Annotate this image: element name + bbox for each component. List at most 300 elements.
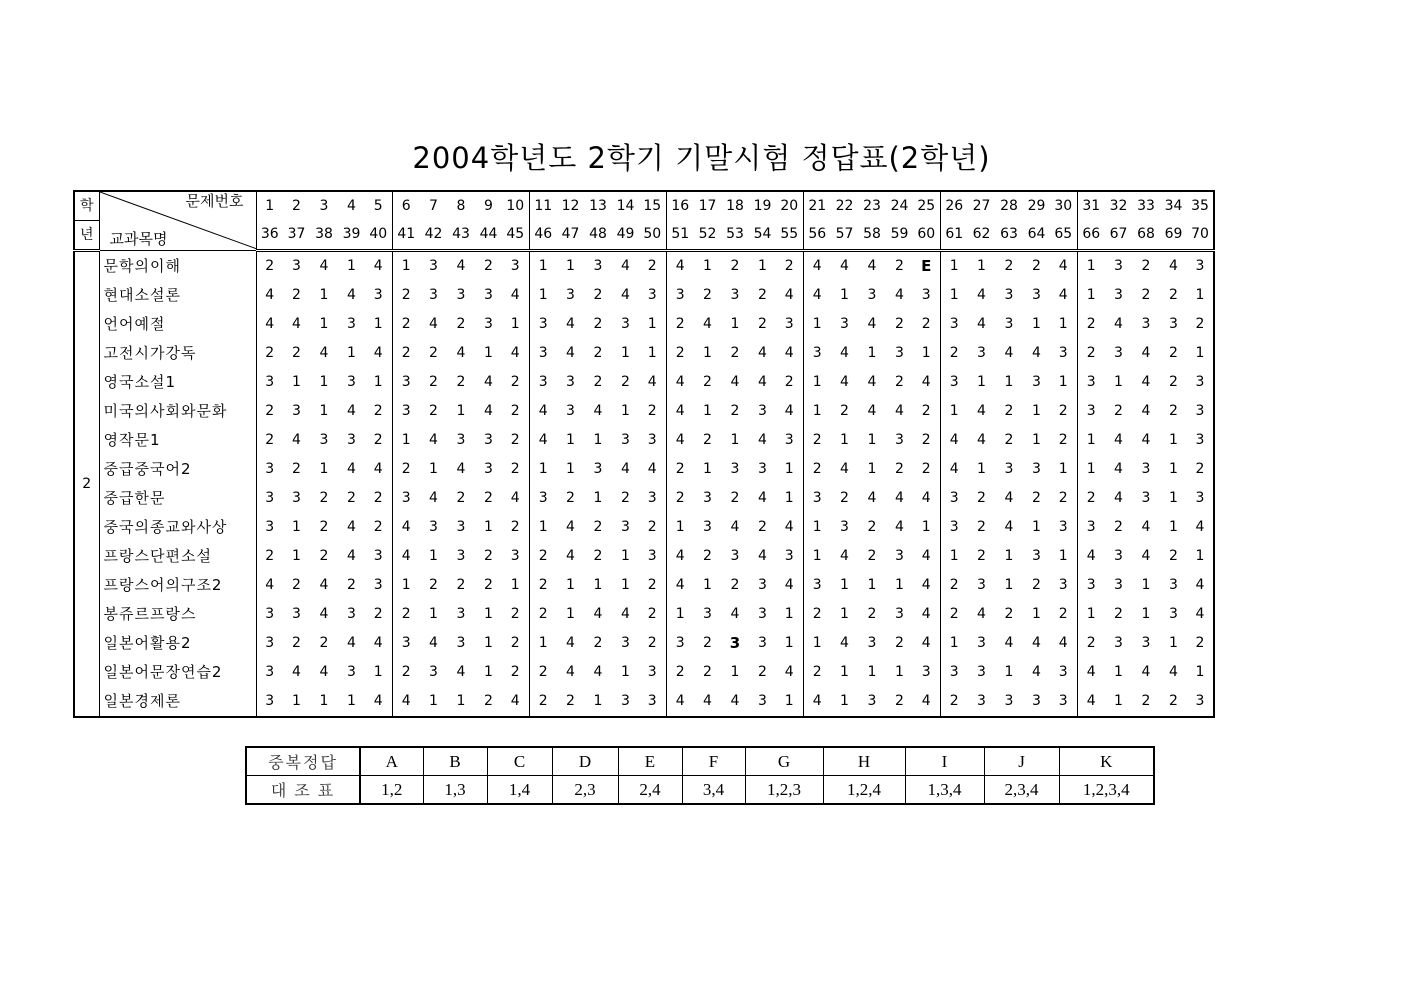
answer-cell: 1 (1086, 287, 1096, 303)
key-letter: G (745, 747, 823, 776)
answer-cell: 3 (949, 664, 959, 680)
question-number-cell: 17 (698, 197, 717, 214)
answer-cell: 2 (484, 258, 493, 274)
answer-cell: 2 (1050, 600, 1077, 629)
answer-cell: 4 (621, 258, 630, 274)
answer-cell: 2 (593, 374, 603, 390)
answer-cell: 2 (730, 577, 740, 593)
answer-cell: 3 (365, 281, 392, 310)
answer-cell: 1 (1169, 490, 1178, 506)
answer-cell: 2 (347, 490, 356, 506)
answer-cell: 4 (319, 664, 329, 680)
answer-cell: 4 (758, 432, 767, 448)
answer-cell: 1 (1050, 455, 1077, 484)
answer-cell: 4 (913, 600, 940, 629)
answer-cell: 2 (949, 577, 959, 593)
answer-cell: 1 (1032, 519, 1041, 535)
answer-cell: 2 (1004, 606, 1014, 622)
answer-cell: 1 (365, 310, 392, 339)
answer-cell: 3 (639, 687, 666, 717)
answer-cell: 4 (840, 374, 849, 390)
answer-cell: 4 (1141, 519, 1151, 535)
question-number-cell: 47 (557, 221, 584, 251)
answer-cell: 4 (365, 339, 392, 368)
answer-cell: 4 (1114, 490, 1123, 506)
answer-cell: 2 (1050, 426, 1077, 455)
answer-cell: 1 (1086, 606, 1096, 622)
answer-cell: 1 (1141, 606, 1151, 622)
answer-cell: 1 (456, 403, 466, 419)
answer-cell: 1 (840, 606, 849, 622)
question-number-cell: 59 (886, 221, 913, 251)
answer-cell: 3 (639, 542, 666, 571)
answer-cell: 3 (977, 577, 986, 593)
answer-cell: 1 (1169, 519, 1178, 535)
answer-cell: 3 (1114, 577, 1123, 593)
answer-cell: 4 (1086, 693, 1096, 709)
answer-cell: 4 (730, 693, 740, 709)
answer-cell: 4 (1050, 629, 1077, 658)
answer-cell: 1 (1114, 374, 1123, 390)
answer-cell: 4 (867, 316, 877, 332)
question-number-cell: 3 (319, 197, 329, 214)
answer-cell: 3 (1141, 316, 1151, 332)
answer-cell: 3 (484, 461, 493, 477)
answer-cell: 4 (730, 606, 740, 622)
answer-cell: 1 (593, 432, 603, 448)
answer-cell: 4 (1086, 664, 1096, 680)
answer-cell: 1 (703, 403, 712, 419)
answer-cell: 4 (776, 571, 803, 600)
subject-name: 언어예절 (99, 310, 256, 339)
subject-row (74, 397, 1214, 426)
answer-cell: 3 (1114, 287, 1123, 303)
answer-cell: 3 (593, 461, 603, 477)
answer-cell: 2 (265, 432, 275, 448)
answer-cell: 1 (812, 374, 822, 390)
answer-cell: 1 (429, 461, 438, 477)
answer-cell: 2 (1169, 287, 1178, 303)
answer-cell: 3 (484, 287, 493, 303)
answer-cell: 1 (484, 345, 493, 361)
answer-cell: 4 (347, 461, 356, 477)
subject-row (74, 339, 1214, 368)
answer-cell: 1 (1195, 664, 1205, 680)
answer-cell: 1 (347, 258, 356, 274)
answer-cell: 2 (566, 693, 575, 709)
answer-cell: 1 (867, 345, 877, 361)
question-number-cell: 28 (1000, 197, 1018, 214)
answer-cell: 1 (776, 687, 803, 717)
answer-cell: 2 (703, 548, 712, 564)
subject-row (74, 658, 1214, 687)
answer-cell: 1 (593, 490, 603, 506)
answer-cell: 4 (1141, 664, 1151, 680)
answer-cell: 3 (639, 426, 666, 455)
answer-cell: 4 (977, 432, 986, 448)
answer-cell: 4 (758, 490, 767, 506)
question-number-cell: 11 (534, 197, 553, 214)
answer-cell: 1 (812, 548, 822, 564)
answer-cell: 4 (347, 287, 356, 303)
answer-cell: 1 (776, 629, 803, 658)
key-letter: K (1059, 747, 1154, 776)
answer-cell: 4 (675, 577, 685, 593)
answer-cell: 4 (456, 345, 466, 361)
answer-cell: 1 (621, 577, 630, 593)
answer-cell: 2 (730, 490, 740, 506)
answer-cell: 4 (401, 548, 411, 564)
subject-name: 고전시가강독 (99, 339, 256, 368)
answer-cell: 2 (502, 513, 529, 542)
key-combination: 2,4 (618, 776, 682, 805)
answer-cell: 4 (867, 374, 877, 390)
answer-cell: 3 (265, 374, 275, 390)
subject-name: 일본어문장연습2 (99, 658, 256, 687)
question-number-cell: 7 (429, 197, 438, 214)
answer-cell: 3 (1169, 606, 1178, 622)
answer-cell: 2 (913, 426, 940, 455)
answer-cell: 1 (621, 345, 630, 361)
question-number-cell: 13 (589, 197, 607, 214)
answer-cell: 4 (1004, 519, 1014, 535)
answer-cell: 1 (456, 693, 466, 709)
answer-cell: 4 (840, 635, 849, 651)
answer-cell: 1 (1032, 606, 1041, 622)
answer-cell: 3 (1032, 374, 1041, 390)
answer-cell: 2 (292, 461, 301, 477)
question-number-cell: 40 (365, 221, 392, 251)
answer-cell: 2 (1169, 374, 1178, 390)
answer-cell: 1 (703, 258, 712, 274)
answer-cell: 3 (538, 374, 548, 390)
answer-cell: 1 (812, 316, 822, 332)
answer-cell: 2 (538, 664, 548, 680)
question-number-cell: 63 (995, 221, 1023, 251)
answer-cell: 3 (675, 287, 685, 303)
answer-cell: 3 (1195, 403, 1205, 419)
answer-cell: 1 (1169, 635, 1178, 651)
subject-name: 프랑스단편소설 (99, 542, 256, 571)
answer-cell: 1 (895, 577, 904, 593)
answer-cell: 4 (812, 693, 822, 709)
answer-cell: 3 (895, 606, 904, 622)
answer-cell: 3 (812, 577, 822, 593)
subject-name: 프랑스어의구조2 (99, 571, 256, 600)
answer-cell: 4 (621, 606, 630, 622)
answer-cell: 1 (401, 577, 411, 593)
answer-cell: 4 (1169, 664, 1178, 680)
answer-cell: 4 (675, 403, 685, 419)
key-letter: F (682, 747, 745, 776)
answer-cell: 2 (675, 345, 685, 361)
answer-cell: 2 (429, 345, 438, 361)
question-number-cell: 38 (310, 221, 338, 251)
answer-cell: 2 (502, 600, 529, 629)
answer-cell: 1 (776, 600, 803, 629)
answer-cell: 2 (1004, 258, 1014, 274)
answer-cell: 2 (675, 461, 685, 477)
answer-cell: 2 (1032, 577, 1041, 593)
answer-cell: 1 (429, 606, 438, 622)
answer-cell: 4 (621, 461, 630, 477)
answer-cell: 3 (365, 571, 392, 600)
answer-cell: 4 (566, 519, 575, 535)
answer-cell: 4 (1141, 548, 1151, 564)
answer-cell: 2 (429, 374, 438, 390)
answer-cell: 1 (730, 432, 740, 448)
answer-cell: 3 (347, 374, 356, 390)
key-letter: H (823, 747, 905, 776)
answer-cell: 4 (484, 374, 493, 390)
subject-row (74, 426, 1214, 455)
answer-cell: 4 (538, 432, 548, 448)
answer-cell: 2 (401, 664, 411, 680)
answer-cell: 3 (1004, 287, 1014, 303)
key-combination: 3,4 (682, 776, 745, 805)
answer-cell: 1 (538, 519, 548, 535)
answer-cell: 3 (776, 310, 803, 339)
answer-cell: 2 (1004, 432, 1014, 448)
key-combination: 1,3,4 (905, 776, 984, 805)
question-number-cell: 61 (940, 221, 968, 251)
answer-cell: 3 (1032, 548, 1041, 564)
question-number-cell: 16 (671, 197, 690, 214)
answer-cell: 2 (401, 345, 411, 361)
answer-cell: 1 (1195, 287, 1205, 303)
answer-cell: 3 (456, 606, 466, 622)
answer-cell: 3 (347, 432, 356, 448)
answer-cell: 2 (566, 490, 575, 506)
answer-cell: 4 (319, 345, 329, 361)
answer-cell: 1 (895, 664, 904, 680)
answer-cell: 4 (538, 403, 548, 419)
answer-cell: 4 (675, 258, 685, 274)
answer-cell: 1 (566, 432, 575, 448)
answer-cell: 4 (776, 513, 803, 542)
answer-cell: 3 (621, 635, 630, 651)
answer-cell: 2 (703, 374, 712, 390)
answer-cell: 2 (1086, 490, 1096, 506)
answer-cell: 4 (1141, 345, 1151, 361)
answer-cell: 1 (484, 635, 493, 651)
answer-cell: 4 (1114, 461, 1123, 477)
key-combination: 1,2,3,4 (1059, 776, 1154, 805)
answer-cell: 3 (949, 519, 959, 535)
question-number-cell: 30 (1050, 191, 1077, 221)
question-number-cell: 52 (694, 221, 721, 251)
answer-cell: 3 (566, 287, 575, 303)
answer-cell: 1 (812, 635, 822, 651)
answer-cell: 3 (1141, 461, 1151, 477)
question-number-cell: 10 (502, 191, 529, 221)
answer-cell: 3 (538, 316, 548, 332)
answer-cell: 4 (429, 316, 438, 332)
answer-cell: 3 (265, 490, 275, 506)
answer-cell: 4 (913, 629, 940, 658)
question-number-cell: 33 (1137, 197, 1155, 214)
answer-cell: 4 (401, 693, 411, 709)
answer-cell: 3 (621, 693, 630, 709)
question-number-cell: 66 (1077, 221, 1105, 251)
answer-cell: 4 (502, 339, 529, 368)
answer-cell: 1 (429, 548, 438, 564)
answer-cell: 3 (1032, 287, 1041, 303)
answer-cell: 4 (1032, 635, 1041, 651)
key-combination: 1,2,4 (823, 776, 905, 805)
answer-cell: 1 (675, 519, 685, 535)
answer-cell: 3 (1114, 635, 1123, 651)
answer-cell: 3 (703, 519, 712, 535)
answer-cell: 1 (776, 484, 803, 513)
answer-cell: 1 (703, 345, 712, 361)
answer-cell: 1 (292, 693, 301, 709)
answer-cell: 3 (1050, 658, 1077, 687)
answer-cell: 1 (429, 693, 438, 709)
answer-cell: 4 (812, 258, 822, 274)
answer-cell: 4 (566, 316, 575, 332)
subject-row (74, 310, 1214, 339)
answer-cell: 2 (703, 287, 712, 303)
question-number-cell: 6 (401, 197, 411, 214)
answer-cell: 2 (1050, 484, 1077, 513)
answer-cell: 1 (566, 606, 575, 622)
answer-cell: 1 (319, 316, 329, 332)
question-number-cell: 36 (256, 221, 283, 251)
answer-cell: 1 (292, 548, 301, 564)
answer-cell: 4 (730, 374, 740, 390)
answer-cell: 1 (319, 374, 329, 390)
subject-name: 문학의이해 (99, 251, 256, 282)
answer-cell: 4 (319, 577, 329, 593)
key-letter: E (618, 747, 682, 776)
key-letter: B (423, 747, 487, 776)
grade-value: 2 (74, 251, 99, 718)
answer-cell: 1 (1114, 693, 1123, 709)
answer-cell: 1 (502, 571, 529, 600)
answer-cell: 4 (401, 519, 411, 535)
answer-cell: 3 (1032, 461, 1041, 477)
answer-cell: 4 (703, 693, 712, 709)
question-number-cell: 5 (365, 191, 392, 221)
answer-cell: 2 (502, 629, 529, 658)
question-number-cell: 45 (502, 221, 529, 251)
key-letter: J (984, 747, 1059, 776)
answer-cell: 2 (265, 258, 275, 274)
answer-cell: 1 (593, 577, 603, 593)
answer-cell: 2 (401, 461, 411, 477)
answer-cell: 2 (703, 664, 712, 680)
answer-cell: 3 (812, 490, 822, 506)
answer-cell: 3 (675, 635, 685, 651)
question-number-cell: 44 (475, 221, 502, 251)
answer-cell: 1 (566, 258, 575, 274)
answer-cell: 2 (1086, 635, 1096, 651)
answer-cell: 1 (566, 577, 575, 593)
answer-cell: 4 (758, 374, 767, 390)
answer-cell: 4 (347, 548, 356, 564)
answer-cell: 4 (1050, 281, 1077, 310)
answer-cell: 3 (776, 426, 803, 455)
question-number-label: 문제번호 (185, 192, 244, 210)
answer-cell: 4 (319, 258, 329, 274)
answer-cell: 1 (1050, 368, 1077, 397)
answer-cell: 3 (265, 664, 275, 680)
answer-cell: 3 (456, 635, 466, 651)
answer-cell: 3 (401, 403, 411, 419)
question-number-cell: 56 (803, 221, 831, 251)
question-number-cell: 41 (392, 221, 420, 251)
question-number-cell: 51 (666, 221, 694, 251)
answer-cell: 2 (265, 548, 275, 564)
question-number-cell: 31 (1082, 197, 1101, 214)
answer-cell: 1 (1195, 345, 1205, 361)
key-combination: 1,2,3 (745, 776, 823, 805)
key-combination: 1,4 (487, 776, 552, 805)
answer-cell: 3 (1050, 687, 1077, 717)
question-number-cell: 12 (561, 197, 580, 214)
answer-cell: 3 (867, 693, 877, 709)
answer-cell: 1 (593, 693, 603, 709)
answer-cell: 1 (758, 258, 767, 274)
answer-cell: 2 (977, 548, 986, 564)
answer-cell: 2 (913, 455, 940, 484)
answer-cell: 4 (292, 432, 301, 448)
answer-cell: 4 (456, 461, 466, 477)
answer-cell: 2 (758, 287, 767, 303)
answer-cell: 2 (913, 397, 940, 426)
answer-cell: 2 (484, 490, 493, 506)
answer-cell: 3 (913, 281, 940, 310)
answer-cell: 2 (639, 629, 666, 658)
answer-cell: 2 (593, 287, 603, 303)
answer-cell: 4 (484, 403, 493, 419)
answer-cell: 2 (456, 490, 466, 506)
answer-cell: 2 (867, 548, 877, 564)
answer-cell: 2 (913, 310, 940, 339)
answer-cell: 4 (977, 606, 986, 622)
answer-cell: 2 (1050, 397, 1077, 426)
answer-cell: 3 (1086, 403, 1096, 419)
answer-cell: 2 (538, 606, 548, 622)
answer-cell: 1 (1004, 374, 1014, 390)
answer-cell: 2 (812, 461, 822, 477)
answer-cell: 3 (639, 484, 666, 513)
answer-cell: 4 (867, 403, 877, 419)
answer-cell: 3 (1141, 635, 1151, 651)
answer-cell: 1 (401, 432, 411, 448)
answer-cell: 4 (776, 339, 803, 368)
answer-cell: 3 (502, 251, 529, 282)
question-number-cell: 70 (1187, 221, 1214, 251)
subject-name: 일본경제론 (99, 687, 256, 717)
answer-cell: 4 (502, 687, 529, 717)
key-letter: A (360, 747, 423, 776)
answer-cell: 3 (456, 432, 466, 448)
duplicate-answer-key-table (245, 746, 1155, 805)
answer-cell: 3 (484, 316, 493, 332)
answer-cell: 3 (1086, 519, 1096, 535)
question-number-cell: 46 (529, 221, 557, 251)
answer-cell: 1 (949, 258, 959, 274)
answer-cell: 3 (1004, 316, 1014, 332)
answer-cell: 1 (1086, 461, 1096, 477)
answer-cell: 4 (913, 484, 940, 513)
answer-cell: 4 (1141, 403, 1151, 419)
answer-cell: 4 (675, 548, 685, 564)
answer-cell: 4 (776, 397, 803, 426)
answer-cell: 3 (776, 542, 803, 571)
